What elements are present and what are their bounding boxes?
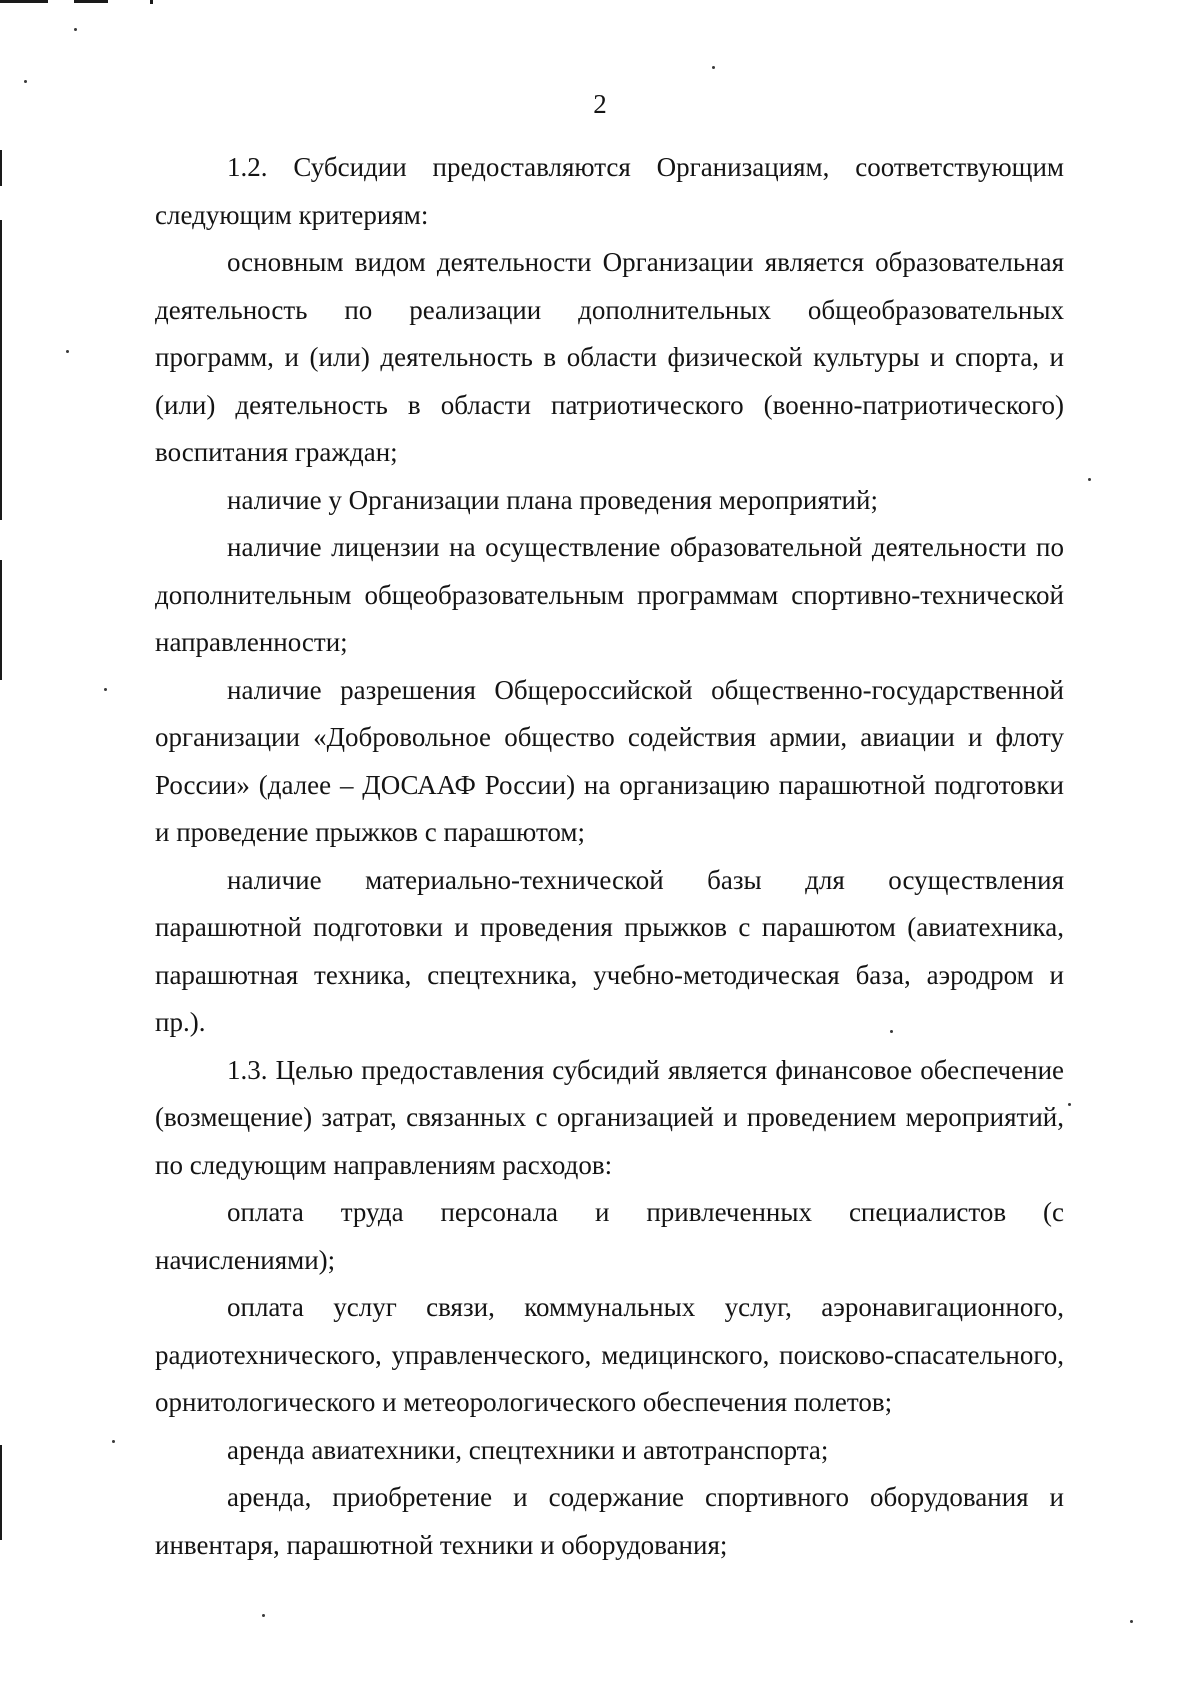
paragraph-services-payment: оплата услуг связи, коммунальных услуг, аэронавигационного, радиотехнического, управленческого, медицинского, поисково-спасательного, орнитологического и метеорологического обеспечения полетов;: [155, 1292, 1064, 1417]
paragraph-material-base: наличие материально-технической базы для осуществления парашютной подготовки и проведения прыжков с парашютом (авиатехника, парашютная техника, спецтехника, учебно-методическая база, аэродром и пр.).: [155, 864, 1064, 1037]
paragraph-dosaaf-permission: наличие разрешения Общероссийской общественно-государственной организации «Добровольное общество содействия армии, авиации и флоту России» (далее – ДОСААФ России) на организацию парашютной подготовки и проведение прыжков с парашютом;: [155, 674, 1064, 847]
speck: [712, 66, 715, 69]
speck: [66, 350, 69, 353]
speck: [1130, 1620, 1133, 1623]
scan-mark-left-edge-2: [0, 220, 2, 520]
scan-mark-top: [74, 0, 108, 3]
paragraph-rental-vehicles: аренда авиатехники, спецтехники и автотранспорта;: [227, 1434, 829, 1465]
speck: [262, 1614, 265, 1617]
speck: [1088, 478, 1091, 481]
document-body: [155, 144, 1064, 1569]
paragraph-1-3-purpose: 1.3. Целью предоставления субсидий является финансовое обеспечение (возмещение) затрат, связанных с организацией и проведением мероприятий, по следующим направлениям расходов:: [155, 1054, 1064, 1180]
scan-mark-left-edge-3: [0, 560, 2, 680]
speck: [1068, 1103, 1071, 1106]
speck: [112, 1440, 115, 1443]
paragraph-staff-pay: оплата труда персонала и привлеченных специалистов (с начислениями);: [155, 1197, 1064, 1275]
speck: [24, 80, 27, 83]
scan-mark-top-left: [0, 0, 48, 3]
speck: [104, 688, 107, 691]
paragraph-main-activity: основным видом деятельности Организации является образовательная деятельность по реализации дополнительных общеобразовательных программ, и (или) деятельность в области физической культуры и спорта, и (или) деятельность в области патриотического (военно-патриотического) воспитания граждан;: [155, 247, 1064, 467]
paragraph-education-license: наличие лицензии на осуществление образовательной деятельности по дополнительным общеобразовательным программам спортивно-технической направленности;: [155, 532, 1064, 657]
scan-mark-top-short: [150, 0, 153, 4]
speck: [74, 28, 77, 31]
page-number: 2: [593, 89, 607, 119]
paragraph-events-plan: наличие у Организации плана проведения мероприятий;: [227, 484, 878, 515]
scan-mark-left-edge-1: [0, 150, 2, 186]
paragraph-sports-equipment: аренда, приобретение и содержание спортивного оборудования и инвентаря, парашютной техники и оборудования;: [155, 1482, 1064, 1560]
scan-mark-left-edge-4: [0, 1445, 2, 1540]
paragraph-1-2-criteria: 1.2. Субсидии предоставляются Организациям, соответствующим следующим критериям:: [155, 152, 1064, 230]
